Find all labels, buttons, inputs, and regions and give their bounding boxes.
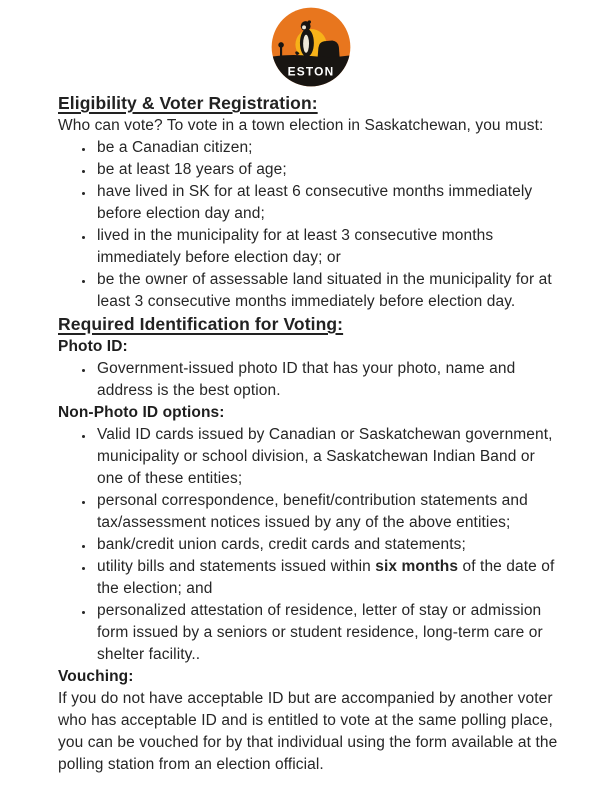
eston-logo-icon: [270, 6, 352, 88]
logo-text: ESTON: [287, 64, 334, 79]
vouching-subheading: Vouching:: [58, 668, 134, 685]
eligibility-list: [58, 137, 563, 313]
non-photo-id-list: [58, 424, 563, 666]
photo-id-list: [58, 358, 563, 402]
photo-id-subheading: Photo ID:: [58, 338, 128, 355]
utility-bullet-bold-six-months: six months: [375, 558, 459, 575]
utility-bullet-suffix: of the date of the election; and: [97, 558, 555, 597]
identification-heading: Required Identification for Voting:: [58, 314, 344, 334]
list-item: • personalized attestation of residence, letter of stay or admission form issued by a seniors or student residence, long-term care or shelter facility..: [95, 600, 563, 666]
list-item: • be the owner of assessable land situated in the municipality for at least 3 consecutive months immediately before election day.: [95, 269, 563, 313]
list-item: • have lived in SK for at least 6 consecutive months immediately before election day and;: [95, 181, 563, 225]
list-item: • Valid ID cards issued by Canadian or Saskatchewan government, municipality or school division, a Saskatchewan Indian Band or one of these entities;: [95, 424, 563, 490]
non-photo-id-subheading: Non-Photo ID options:: [58, 404, 225, 421]
vouching-paragraph: If you do not have acceptable ID but are accompanied by another voter who has acceptable ID and is entitled to vote at the same polling place, you can be vouched for by that individual using the form available at the polling station from an election official.: [58, 690, 558, 773]
list-item: • be a Canadian citizen;: [95, 137, 563, 159]
list-item: [95, 556, 563, 600]
list-item: • bank/credit union cards, credit cards and statements;: [95, 534, 563, 556]
document-body: [58, 92, 563, 776]
list-item: • lived in the municipality for at least 3 consecutive months immediately before election day; or: [95, 225, 563, 269]
utility-bullet-prefix: utility bills and statements issued within: [97, 558, 376, 575]
list-item: • personal correspondence, benefit/contribution statements and tax/assessment notices issued by any of the above entities;: [95, 490, 563, 534]
town-logo: [58, 6, 563, 90]
list-item: • Government-issued photo ID that has your photo, name and address is the best option.: [95, 358, 563, 402]
list-item: • be at least 18 years of age;: [95, 159, 563, 181]
eligibility-heading: Eligibility & Voter Registration:: [58, 93, 318, 113]
eligibility-intro: Who can vote? To vote in a town election in Saskatchewan, you must:: [58, 117, 544, 134]
